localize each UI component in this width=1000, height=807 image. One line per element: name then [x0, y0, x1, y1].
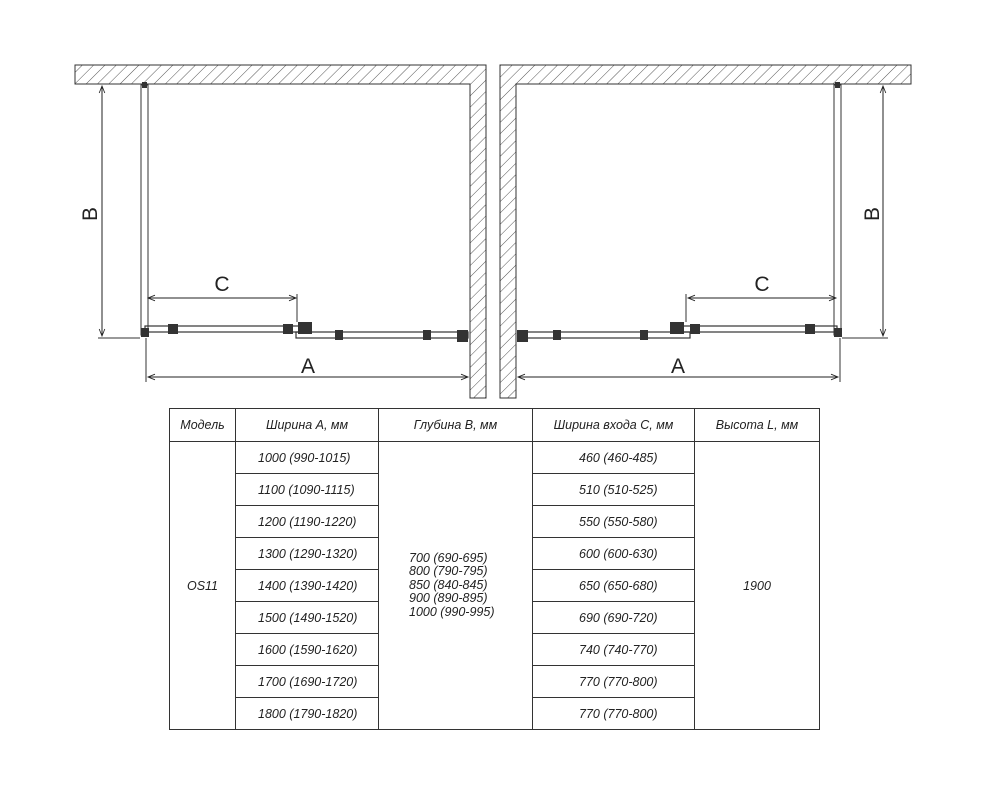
entrance-cell: 770 (770-800) [533, 698, 695, 730]
header-model: Модель [170, 409, 236, 442]
entrance-cell: 770 (770-800) [533, 666, 695, 698]
depth-value: 850 (840-845) [409, 577, 488, 592]
left-sliding-door [296, 332, 468, 338]
left-label-b: B [79, 206, 102, 222]
entrance-cell: 690 (690-720) [533, 602, 695, 634]
entrance-cell: 550 (550-580) [533, 506, 695, 538]
right-wall-hatch [500, 65, 911, 398]
entrance-cell: 650 (650-680) [533, 570, 695, 602]
entrance-cell: 740 (740-770) [533, 634, 695, 666]
left-label-c: C [214, 273, 230, 296]
height-cell: 1900 [695, 442, 820, 730]
width-cell: 1500 (1490-1520) [236, 602, 379, 634]
left-side-panel [141, 85, 148, 335]
table-header-row [170, 409, 820, 442]
entrance-cell: 600 (600-630) [533, 538, 695, 570]
header-width-a: Ширина А, мм [236, 409, 379, 442]
depth-value: 1000 (990-995) [409, 604, 495, 619]
left-plan [75, 65, 486, 398]
depth-value: 800 (790-795) [409, 564, 488, 579]
right-plan [500, 65, 911, 398]
table-row [170, 442, 820, 474]
width-cell: 1200 (1190-1220) [236, 506, 379, 538]
shower-enclosure-plan-drawing [0, 0, 1000, 400]
width-cell: 1800 (1790-1820) [236, 698, 379, 730]
width-cell: 1700 (1690-1720) [236, 666, 379, 698]
depth-value: 700 (690-695) [409, 550, 488, 565]
right-label-c: C [754, 273, 770, 296]
width-cell: 1600 (1590-1620) [236, 634, 379, 666]
model-cell: OS11 [170, 442, 236, 730]
width-cell: 1100 (1090-1115) [236, 474, 379, 506]
width-cell: 1000 (990-1015) [236, 442, 379, 474]
right-label-b: B [861, 206, 884, 222]
depth-value: 900 (890-895) [409, 591, 488, 606]
width-cell: 1300 (1290-1320) [236, 538, 379, 570]
header-depth-b: Глубина В, мм [379, 409, 533, 442]
left-label-a: A [300, 355, 316, 378]
right-label-a: A [670, 355, 686, 378]
width-cell: 1400 (1390-1420) [236, 570, 379, 602]
left-wall-hatch [75, 65, 486, 398]
right-sliding-door [518, 332, 690, 338]
dimensions-table [169, 408, 820, 730]
depth-cell [379, 442, 533, 730]
entrance-cell: 460 (460-485) [533, 442, 695, 474]
header-height-l: Высота L, мм [695, 409, 820, 442]
header-entrance-c: Ширина входа С, мм [533, 409, 695, 442]
entrance-cell: 510 (510-525) [533, 474, 695, 506]
